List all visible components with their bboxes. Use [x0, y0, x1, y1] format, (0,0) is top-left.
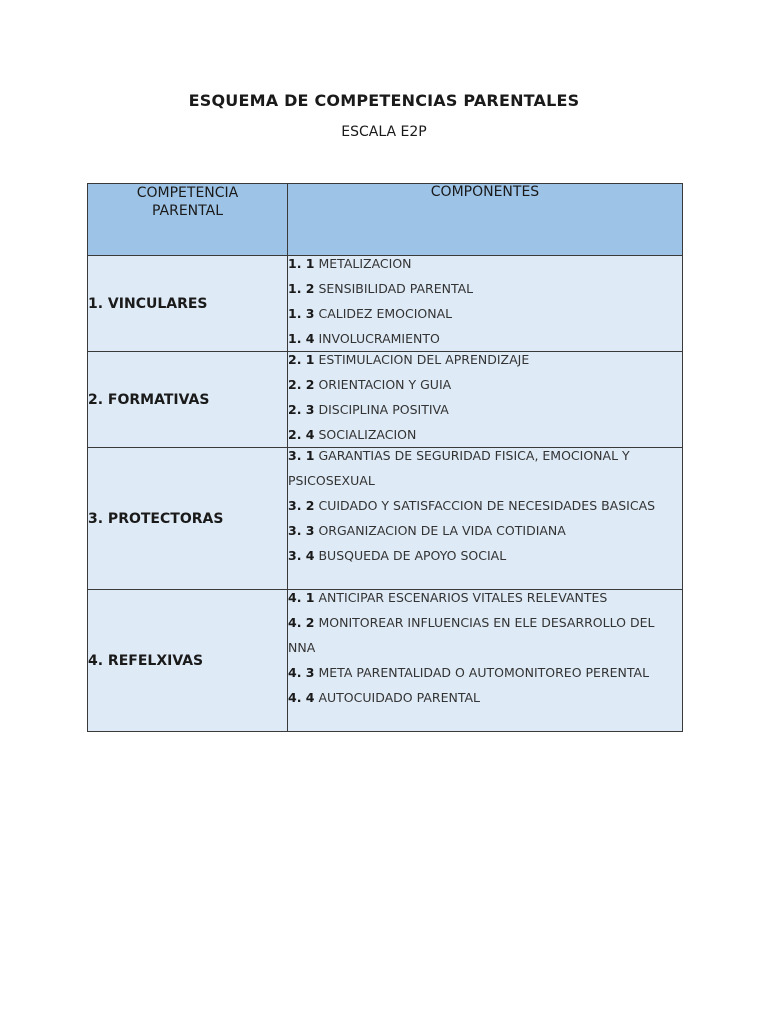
componentes-cell: [288, 352, 683, 448]
componente-item: 1. 3 CALIDEZ EMOCIONAL: [288, 306, 453, 321]
header-competencia-line2: PARENTAL: [151, 203, 223, 219]
componente-item: 3. 3 ORGANIZACION DE LA VIDA COTIDIANA: [288, 523, 566, 538]
componente-item: 2. 4 SOCIALIZACION: [288, 427, 417, 442]
header-competencia-line1: COMPETENCIA: [136, 185, 239, 201]
componente-item: 2. 1 ESTIMULACION DEL APRENDIZAJE: [288, 352, 530, 367]
componente-item: 4. 4 AUTOCUIDADO PARENTAL: [288, 690, 481, 705]
document-title: ESQUEMA DE COMPETENCIAS PARENTALES: [188, 91, 580, 110]
table-row: [88, 256, 683, 352]
componentes-cell: [288, 256, 683, 352]
componente-item: 1. 2 SENSIBILIDAD PARENTAL: [288, 281, 474, 296]
componente-item: 1. 4 INVOLUCRAMIENTO: [288, 331, 440, 346]
componentes-cell: [288, 590, 683, 732]
componentes-cell: [288, 448, 683, 590]
componente-item: 3. 2 CUIDADO Y SATISFACCION DE NECESIDADES BASICAS: [288, 498, 656, 513]
competencia-cell: 1. VINCULARES: [88, 256, 288, 352]
componente-item: 2. 3 DISCIPLINA POSITIVA: [288, 402, 449, 417]
competencias-table: [87, 183, 683, 732]
document-subtitle: ESCALA E2P: [341, 124, 427, 140]
header-competencia-parental: [88, 184, 288, 256]
table-row: [88, 448, 683, 590]
componente-item: 4. 2 MONITOREAR INFLUENCIAS EN ELE DESARROLLO DEL NNA: [288, 615, 655, 655]
componente-item: 3. 4 BUSQUEDA DE APOYO SOCIAL: [288, 548, 507, 563]
componente-item: 1. 1 METALIZACION: [288, 256, 412, 271]
competencia-cell: 3. PROTECTORAS: [88, 448, 288, 590]
table-row: [88, 352, 683, 448]
table-row: [88, 590, 683, 732]
table-header-row: [88, 184, 683, 256]
componente-item: 2. 2 ORIENTACION Y GUIA: [288, 377, 452, 392]
competencia-cell: 4. REFELXIVAS: [88, 590, 288, 732]
componente-item: 4. 3 META PARENTALIDAD O AUTOMONITOREO PERENTAL: [288, 665, 650, 680]
componente-item: 3. 1 GARANTIAS DE SEGURIDAD FISICA, EMOCIONAL Y PSICOSEXUAL: [288, 448, 630, 488]
header-componentes: COMPONENTES: [288, 184, 683, 256]
competencia-cell: 2. FORMATIVAS: [88, 352, 288, 448]
componente-item: 4. 1 ANTICIPAR ESCENARIOS VITALES RELEVANTES: [288, 590, 608, 605]
